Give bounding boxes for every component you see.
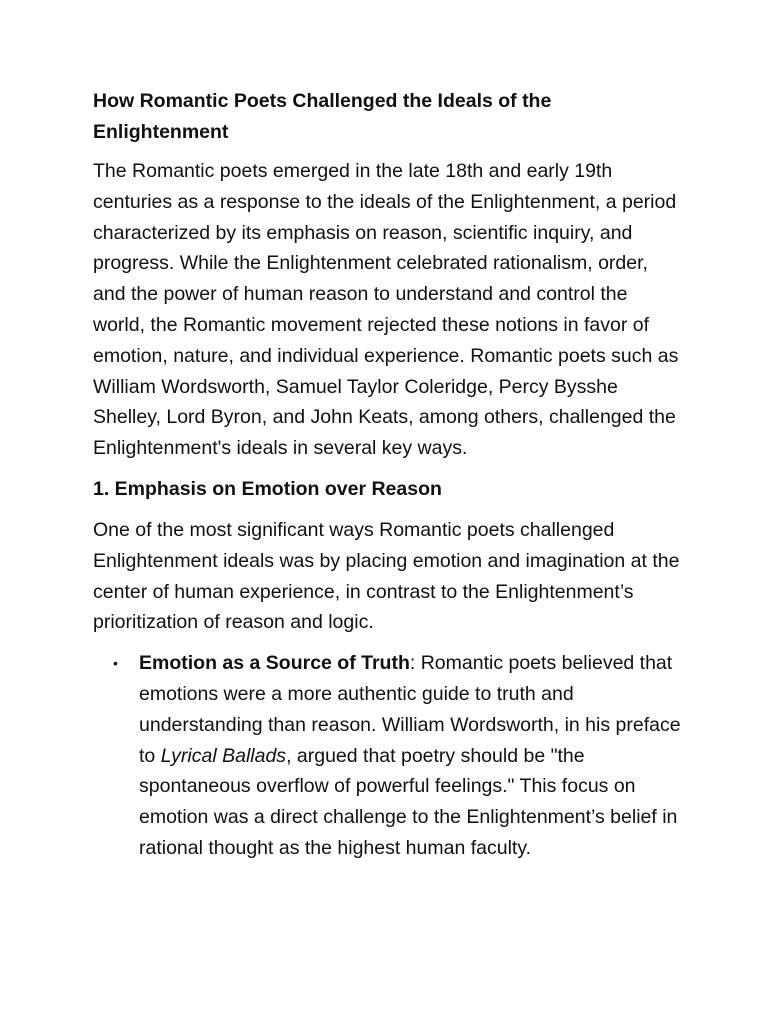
list-item xyxy=(93,648,683,864)
section-paragraph: One of the most significant ways Romantic poets challenged Enlightenment ideals was by placing emotion and imagination at the center of human experience, in contrast to the Enlightenment’s prioritization of reason and logic. xyxy=(93,518,680,634)
list-item-colon: : xyxy=(409,652,416,675)
bullet-list xyxy=(93,648,683,864)
document-page xyxy=(93,86,683,864)
list-item-text-after: , argued that poetry should be "the spontaneous overflow of powerful feelings." This focus on emotion was a direct challenge to the Enlightenment’s belief in rational thought as the highest human faculty. xyxy=(139,744,678,859)
list-item-italic-title: Lyrical Ballads xyxy=(160,744,287,767)
document-title: How Romantic Poets Challenged the Ideals of the Enlightenment xyxy=(93,90,552,143)
section-heading: 1. Emphasis on Emotion over Reason xyxy=(93,477,442,500)
list-item-text-before: Romantic poets believed that emotions were a more authentic guide to truth and understanding than reason. William Wordsworth, in his preface to xyxy=(139,652,681,767)
intro-paragraph: The Romantic poets emerged in the late 18th and early 19th centuries as a response to the ideals of the Enlightenment, a period characterized by its emphasis on reason, scientific inquiry, and progress. While the Enlightenment celebrated rationalism, order, and the power of human reason to understand and control the world, the Romantic movement rejected these notions in favor of emotion, nature, and individual experience. Romantic poets such as William Wordsworth, Samuel Taylor Coleridge, Percy Bysshe Shelley, Lord Byron, and John Keats, among others, challenged the Enlightenment's ideals in several key ways. xyxy=(93,160,679,460)
bullet-icon: • xyxy=(113,655,118,672)
list-item-term: Emotion as a Source of Truth xyxy=(139,652,410,675)
